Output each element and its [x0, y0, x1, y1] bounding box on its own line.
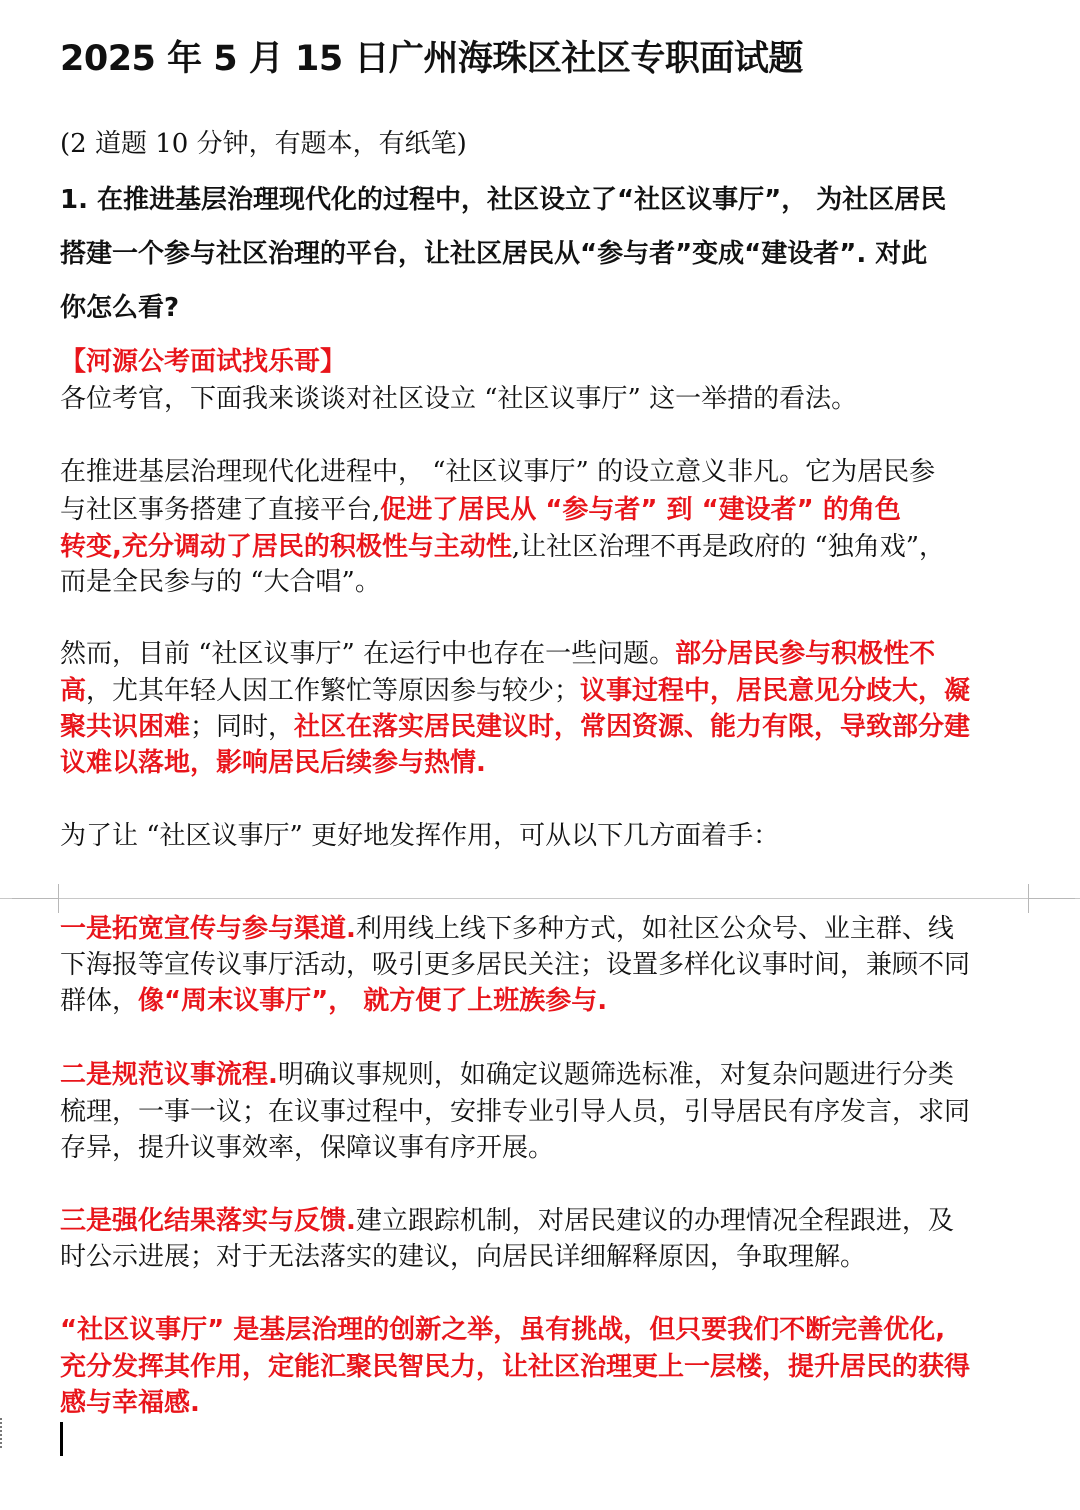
- text-line: 感与幸福感.: [60, 1388, 200, 1418]
- text-run: 群体，: [60, 986, 139, 1016]
- page-break-line: [0, 898, 1080, 899]
- text-line: 充分发挥其作用，定能汇聚民智民力，让社区治理更上一层楼，提升居民的获得: [60, 1352, 971, 1382]
- text-line: 梳理，一事一议；在议事过程中，安排专业引导人员，引导居民有序发言，求同: [60, 1097, 971, 1127]
- text-run: 建立跟踪机制，对居民建议的办理情况全程跟进，及: [355, 1206, 954, 1236]
- text-run: 明确议事规则，如确定议题筛选标准，对复杂问题进行分类: [277, 1060, 954, 1090]
- page-corner-mark: [12, 898, 59, 913]
- page-corner-mark: [1028, 898, 1075, 913]
- text-run: 然而，目前 “社区议事厅” 在运行中也存在一些问题。: [60, 639, 676, 669]
- text-run: 与社区事务搭建了直接平台,: [60, 495, 381, 525]
- text-line: [60, 983, 1032, 1019]
- question-line: 你怎么看?: [60, 293, 180, 323]
- highlight: 促进了居民从 “参与者” 到 “建设者” 的角色: [380, 495, 901, 525]
- page-corner-mark: [1028, 884, 1075, 899]
- transition-paragraph: 为了让 “社区议事厅” 更好地发挥作用，可从以下几方面着手：: [60, 821, 780, 851]
- text-run: ,让社区治理不再是政府的 “独角戏”，: [511, 532, 946, 562]
- highlight: 聚共识困难: [60, 712, 191, 742]
- text-line: [60, 911, 1032, 947]
- text-run: ，尤其年轻人因工作繁忙等原因参与较少；: [86, 676, 581, 706]
- text-line: “社区议事厅” 是基层治理的创新之举，虽有挑战，但只要我们不断完善优化,: [60, 1315, 946, 1345]
- text-line: [60, 636, 1032, 672]
- text-line: [60, 529, 1032, 565]
- text-line: 在推进基层治理现代化进程中， “社区议事厅” 的设立意义非凡。它为居民参: [60, 457, 936, 487]
- highlight: 高: [60, 676, 87, 706]
- highlight: 社区在落实居民建议时，常因资源、能力有限，导致部分建: [294, 712, 971, 742]
- section-heading: 一是拓宽宣传与参与渠道.: [60, 914, 356, 944]
- text-cursor[interactable]: [60, 1422, 63, 1456]
- text-line: 而是全民参与的 “大合唱”。: [60, 567, 381, 597]
- page-corner-mark: [12, 884, 59, 899]
- text-line: 下海报等宣传议事厅活动，吸引更多居民关注；设置多样化议事时间，兼顾不同: [60, 950, 971, 980]
- text-run: ；同时，: [190, 712, 295, 742]
- section-heading: 三是强化结果落实与反馈.: [60, 1206, 356, 1236]
- text-line: 存异，提升议事效率，保障议事有序开展。: [60, 1133, 555, 1163]
- highlight: 像“周末议事厅”， 就方便了上班族参与.: [138, 986, 608, 1016]
- question-line: 搭建一个参与社区治理的平台，让社区居民从“参与者”变成“建设者”. 对此: [60, 239, 928, 269]
- highlight: 议事过程中，居民意见分歧大，凝: [580, 676, 971, 706]
- text-line: [60, 1057, 1032, 1093]
- question-line: 1. 在推进基层治理现代化的过程中，社区设立了“社区议事厅”， 为社区居民: [60, 185, 947, 215]
- highlight: 转变,充分调动了居民的积极性与主动性: [60, 532, 512, 562]
- text-line: [60, 492, 1032, 528]
- source-tag: 【河源公考面试找乐哥】: [60, 347, 347, 377]
- scroll-edge-marker: [0, 1418, 6, 1448]
- text-line: 时公示进展；对于无法落实的建议，向居民详细解释原因，争取理解。: [60, 1242, 867, 1272]
- text-run: 利用线上线下多种方式，如社区公众号、业主群、线: [355, 914, 954, 944]
- text-line: 议难以落地，影响居民后续参与热情.: [60, 748, 486, 778]
- text-line: [60, 709, 1032, 745]
- intro-paragraph: 各位考官，下面我来谈谈对社区设立 “社区议事厅” 这一举措的看法。: [60, 384, 858, 414]
- exam-info: (2 道题 10 分钟，有题本，有纸笔): [60, 129, 467, 159]
- highlight: 部分居民参与积极性不: [675, 639, 936, 669]
- text-line: [60, 1203, 1032, 1239]
- text-line: [60, 673, 1032, 709]
- section-heading: 二是规范议事流程.: [60, 1060, 278, 1090]
- document-title: 2025 年 5 月 15 日广州海珠区社区专职面试题: [60, 39, 803, 79]
